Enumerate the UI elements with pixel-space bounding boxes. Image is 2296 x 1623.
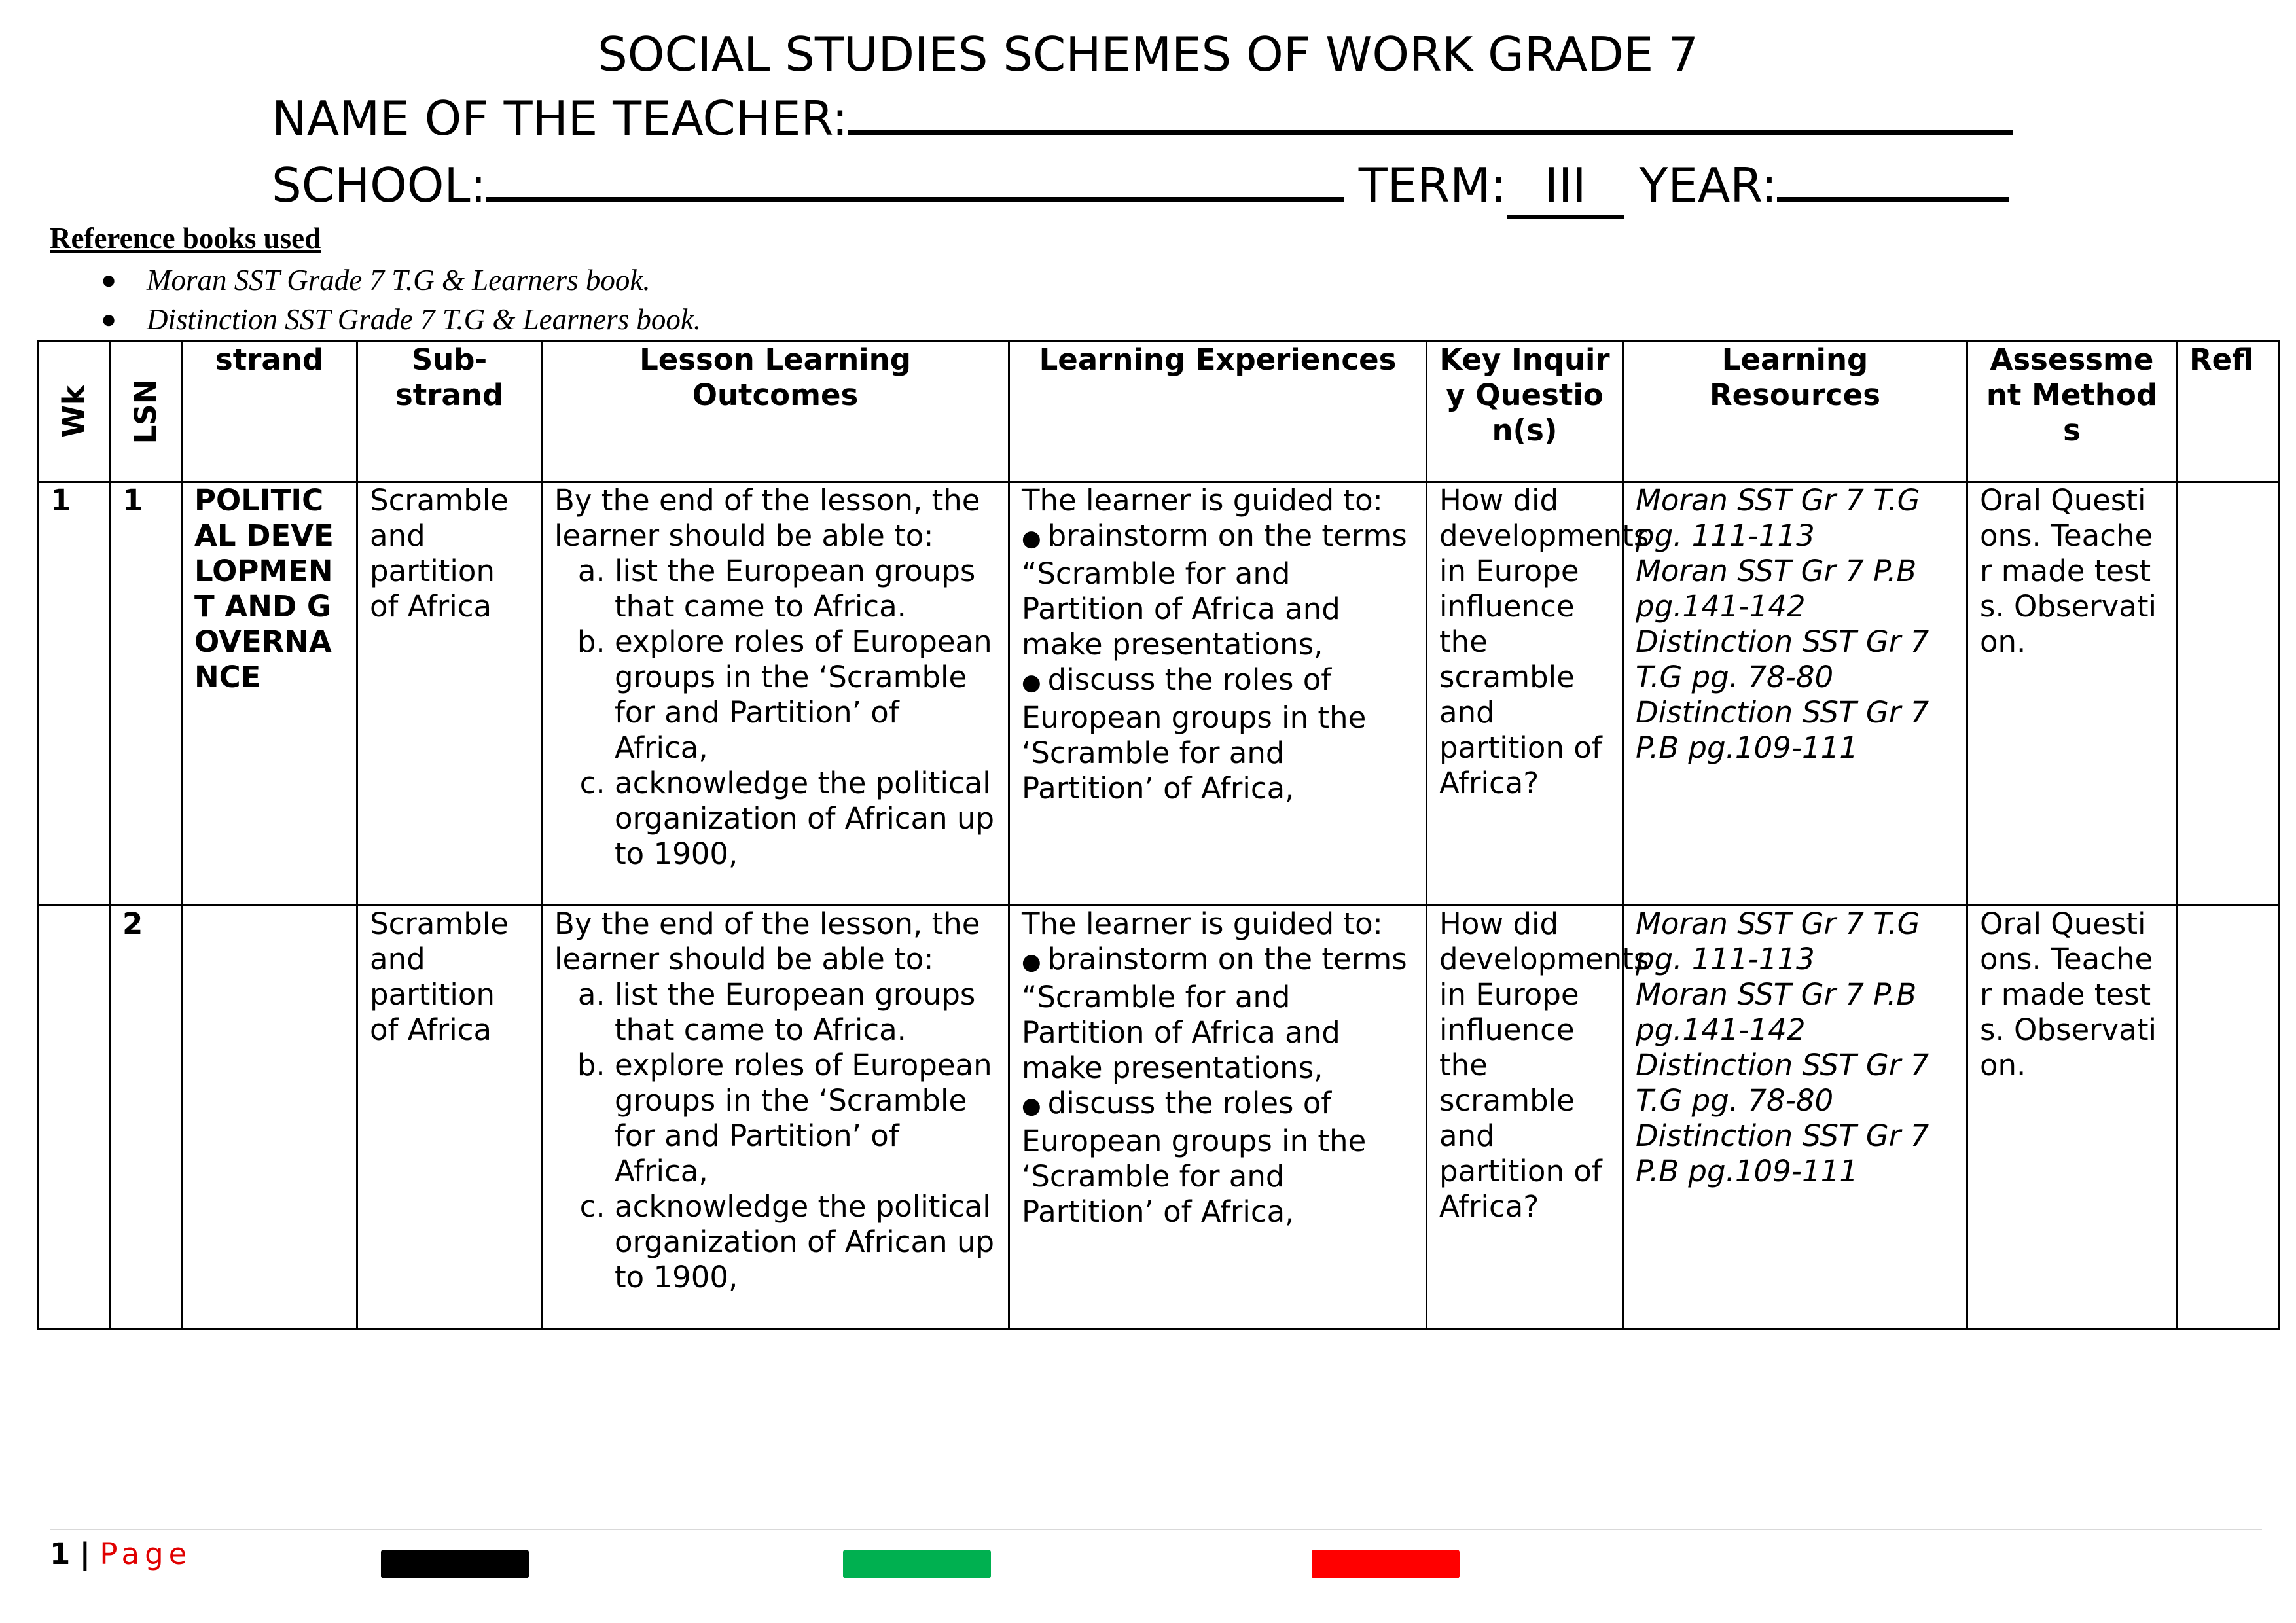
resource-item: Moran SST Gr 7 T.G pg. 111-113 bbox=[1636, 483, 1920, 553]
cell-strand: POLITICAL DEVELOPMENT AND GOVERNANCE bbox=[182, 482, 357, 906]
cell-substrand: Scramble and partition of Africa bbox=[357, 906, 542, 1329]
table-row bbox=[38, 906, 2279, 1329]
outcome-item: a. list the European groups that came to Africa. bbox=[615, 977, 996, 1048]
col-header-wk: Wk bbox=[38, 342, 110, 482]
experience-item: ● discuss the roles of European groups in the ‘Scramble for and Partition’ of Africa, bbox=[1022, 662, 1367, 806]
cell-strand bbox=[182, 906, 357, 1329]
reference-item: ● Distinction SST Grade 7 T.G & Learners book. bbox=[50, 300, 701, 339]
col-header-experiences: Learning Experiences bbox=[1009, 342, 1427, 482]
cell-resources bbox=[1623, 906, 1967, 1329]
outcome-item: c. acknowledge the political organization of African up to 1900, bbox=[615, 766, 996, 872]
schemes-table bbox=[37, 340, 2280, 1330]
teacher-label: NAME OF THE TEACHER: bbox=[272, 91, 848, 146]
col-header-assessment: Assessment Methods bbox=[1967, 342, 2177, 482]
page-word: Page bbox=[99, 1537, 192, 1571]
cell-inquiry: How did developments in Europe influence the scramble and partition of Africa? bbox=[1427, 906, 1623, 1329]
outcomes-intro: By the end of the lesson, the learner should be able to: bbox=[554, 906, 980, 976]
cell-lsn: 1 bbox=[110, 482, 182, 906]
cell-inquiry: How did developments in Europe influence the scramble and partition of Africa? bbox=[1427, 482, 1623, 906]
cell-resources bbox=[1623, 482, 1967, 906]
cell-assessment: Oral Questions. Teacher made tests. Observation. bbox=[1967, 906, 2177, 1329]
page-number: 1 bbox=[50, 1537, 71, 1571]
outcomes-list bbox=[554, 977, 996, 1295]
outcome-item: b. explore roles of European groups in the ‘Scramble for and Partition’ of Africa, bbox=[615, 1048, 996, 1189]
cell-experiences bbox=[1009, 482, 1427, 906]
cell-wk: 1 bbox=[38, 482, 110, 906]
col-header-inquiry: Key Inquiry Question(s) bbox=[1427, 342, 1623, 482]
resource-item: Distinction SST Gr 7 T.G pg. 78-80 bbox=[1636, 624, 1929, 694]
col-header-reflection: Refl bbox=[2177, 342, 2279, 482]
footer-divider bbox=[50, 1529, 2262, 1530]
resource-item: Distinction SST Gr 7 T.G pg. 78-80 bbox=[1636, 1048, 1929, 1118]
cell-outcomes bbox=[542, 482, 1009, 906]
cell-experiences bbox=[1009, 906, 1427, 1329]
resource-item: Moran SST Gr 7 P.B pg.141-142 bbox=[1636, 977, 1917, 1047]
outcome-item: c. acknowledge the political organization of African up to 1900, bbox=[615, 1189, 996, 1295]
experiences-intro: The learner is guided to: bbox=[1022, 483, 1383, 518]
reference-item: ● Moran SST Grade 7 T.G & Learners book. bbox=[50, 260, 701, 300]
term-value[interactable]: III bbox=[1507, 156, 1624, 219]
resource-item: Distinction SST Gr 7 P.B pg.109-111 bbox=[1636, 1118, 1929, 1188]
col-header-strand: strand bbox=[182, 342, 357, 482]
bullet-icon: ● bbox=[101, 265, 117, 294]
cell-reflection[interactable] bbox=[2177, 482, 2279, 906]
references-list bbox=[50, 260, 701, 339]
col-header-resources: Learning Resources bbox=[1623, 342, 1967, 482]
year-label: YEAR: bbox=[1639, 158, 1778, 213]
black-swatch bbox=[381, 1550, 529, 1578]
teacher-name-field[interactable] bbox=[848, 91, 2013, 135]
red-swatch bbox=[1312, 1550, 1460, 1578]
green-swatch bbox=[843, 1550, 991, 1578]
cell-reflection[interactable] bbox=[2177, 906, 2279, 1329]
page-separator: | bbox=[79, 1537, 91, 1571]
teacher-name-line bbox=[272, 89, 2013, 148]
experience-item: ● brainstorm on the terms “Scramble for and Partition of Africa and make presentations, bbox=[1022, 518, 1407, 662]
bullet-icon: ● bbox=[1022, 1093, 1041, 1119]
col-header-outcomes: Lesson Learning Outcomes bbox=[542, 342, 1009, 482]
bullet-icon: ● bbox=[1022, 669, 1041, 696]
school-term-year-line bbox=[272, 156, 2009, 219]
school-label: SCHOOL: bbox=[272, 158, 486, 213]
resource-item: Moran SST Gr 7 P.B pg.141-142 bbox=[1636, 554, 1917, 624]
bullet-icon: ● bbox=[1022, 526, 1041, 552]
term-label: TERM: bbox=[1358, 158, 1507, 213]
resource-item: Distinction SST Gr 7 P.B pg.109-111 bbox=[1636, 695, 1929, 765]
table-header-row bbox=[38, 342, 2279, 482]
resource-item: Moran SST Gr 7 T.G pg. 111-113 bbox=[1636, 906, 1920, 976]
year-field[interactable] bbox=[1777, 158, 2009, 202]
experiences-intro: The learner is guided to: bbox=[1022, 906, 1383, 941]
bullet-icon: ● bbox=[101, 304, 117, 334]
outcomes-list bbox=[554, 554, 996, 872]
outcome-item: b. explore roles of European groups in the ‘Scramble for and Partition’ of Africa, bbox=[615, 624, 996, 766]
outcome-item: a. list the European groups that came to Africa. bbox=[615, 554, 996, 624]
page-title: SOCIAL STUDIES SCHEMES OF WORK GRADE 7 bbox=[598, 27, 1698, 82]
outcomes-intro: By the end of the lesson, the learner should be able to: bbox=[554, 483, 980, 553]
page-footer bbox=[50, 1537, 192, 1572]
cell-substrand: Scramble and partition of Africa bbox=[357, 482, 542, 906]
cell-outcomes bbox=[542, 906, 1009, 1329]
table-row bbox=[38, 482, 2279, 906]
bullet-icon: ● bbox=[1022, 949, 1041, 975]
school-field[interactable] bbox=[486, 158, 1344, 202]
col-header-lsn: LSN bbox=[110, 342, 182, 482]
cell-assessment: Oral Questions. Teacher made tests. Observation. bbox=[1967, 482, 2177, 906]
experience-item: ● discuss the roles of European groups in the ‘Scramble for and Partition’ of Africa, bbox=[1022, 1086, 1367, 1229]
references-title: Reference books used bbox=[50, 222, 321, 255]
cell-lsn: 2 bbox=[110, 906, 182, 1329]
cell-wk bbox=[38, 906, 110, 1329]
experience-item: ● brainstorm on the terms “Scramble for and Partition of Africa and make presentations, bbox=[1022, 942, 1407, 1085]
col-header-substrand: Sub-strand bbox=[357, 342, 542, 482]
